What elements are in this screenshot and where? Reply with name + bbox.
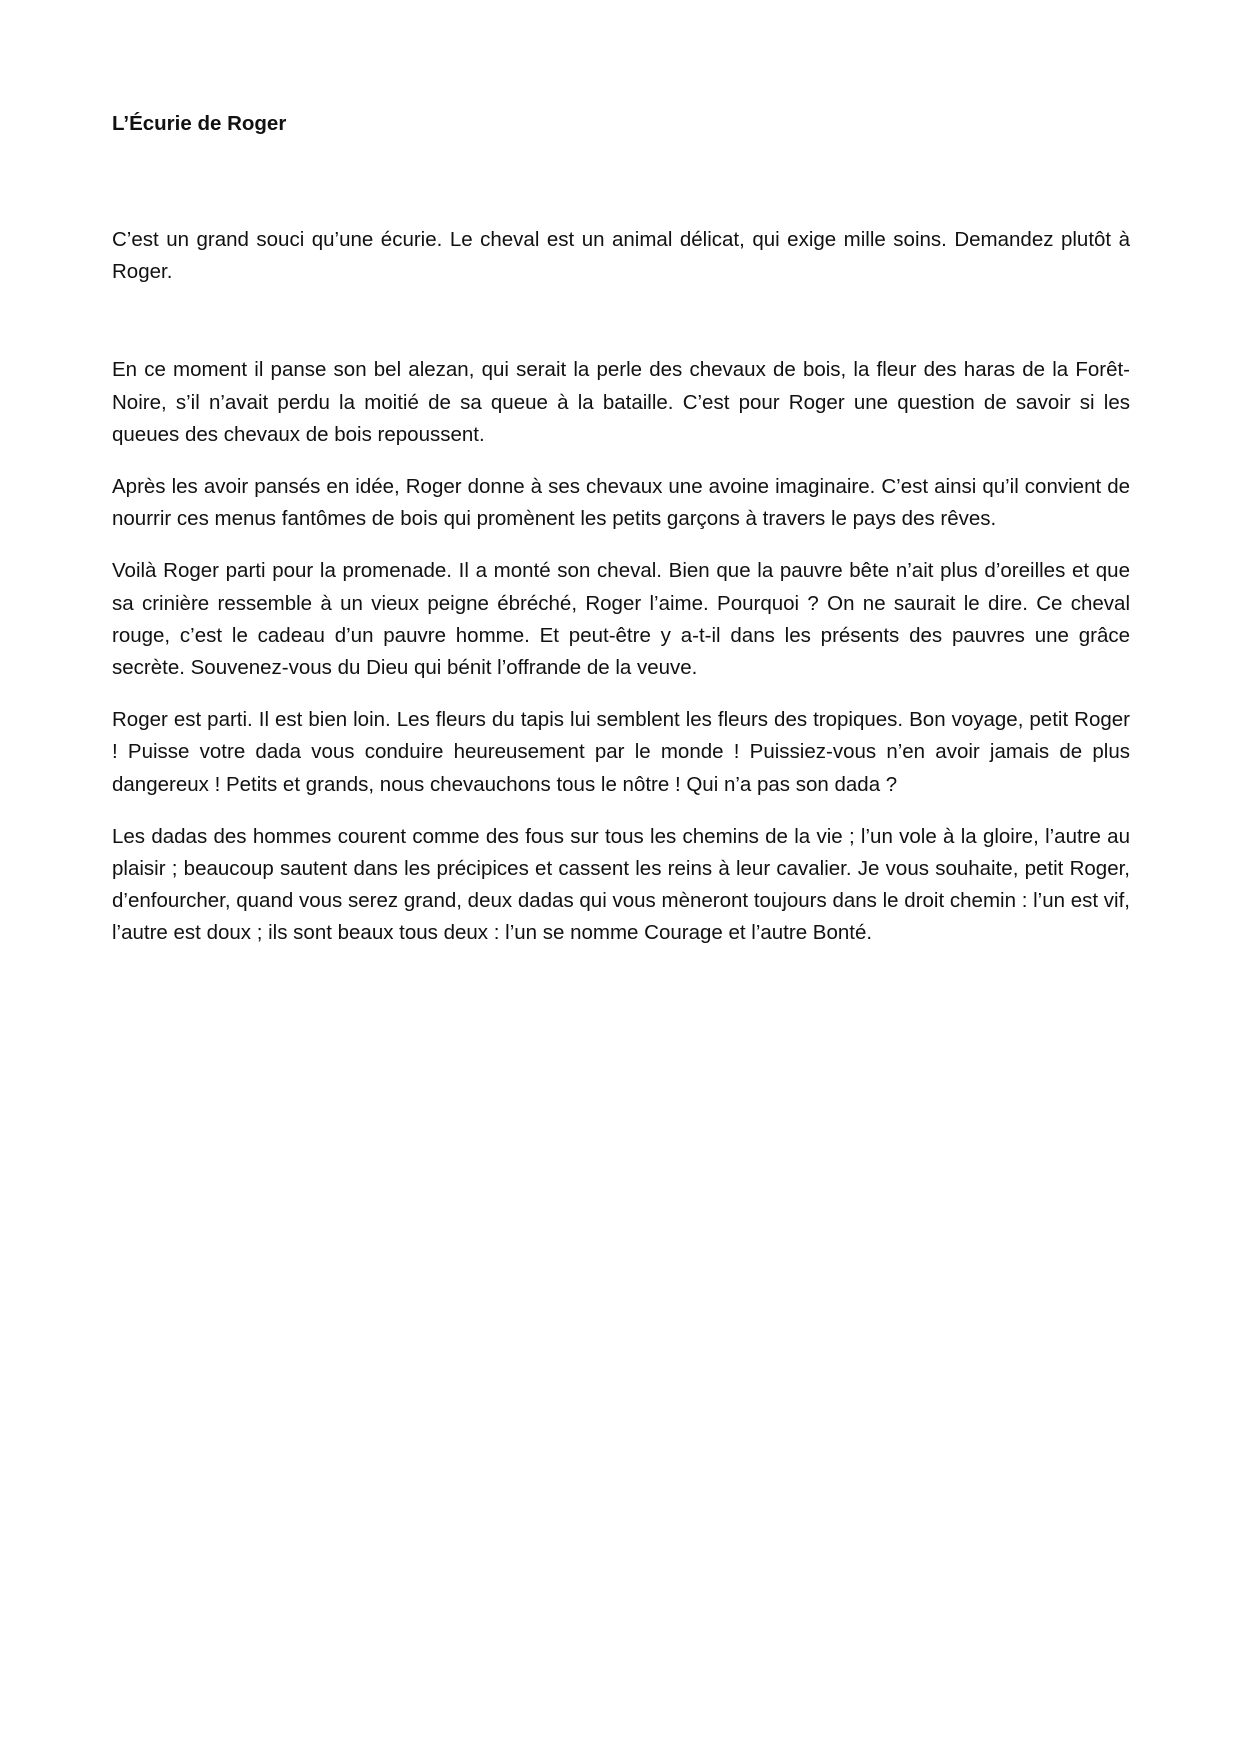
paragraph-1: C’est un grand souci qu’une écurie. Le cheval est un animal délicat, qui exige mille soins. Demandez plutôt à Roger. <box>112 228 1130 284</box>
paragraph-6: Les dadas des hommes courent comme des fous sur tous les chemins de la vie ; l’un vole à la gloire, l’autre au plaisir ; beaucoup sautent dans les précipices et cassent les reins à leur cavalier. Je vous souhaite, petit Roger, d’enfourcher, quand vous serez grand, deux dadas qui vous mèneront toujours dans le droit chemin : l’un est vif, l’autre est doux ; ils sont beaux tous deux : l’un se nomme Courage et l’autre Bonté. <box>112 824 1130 945</box>
paragraph-3: Après les avoir pansés en idée, Roger donne à ses chevaux une avoine imaginaire. C’est ainsi qu’il convient de nourrir ces menus fantômes de bois qui promènent les petits garçons à travers le pays des rêves. <box>112 475 1130 531</box>
paragraph-5: Roger est parti. Il est bien loin. Les fleurs du tapis lui semblent les fleurs des tropiques. Bon voyage, petit Roger ! Puisse votre dada vous conduire heureusement par le monde ! Puissiez-vous n’en avoir jamais de plus dangereux ! Petits et grands, nous chevauchons tous le nôtre ! Qui n’a pas son dada ? <box>112 708 1130 796</box>
document-title: L’Écurie de Roger <box>112 112 287 135</box>
paragraph-4: Voilà Roger parti pour la promenade. Il a monté son cheval. Bien que la pauvre bête n’ait plus d’oreilles et que sa crinière ressemble à un vieux peigne ébréché, Roger l’aime. Pourquoi ? On ne saurait le dire. Ce cheval rouge, c’est le cadeau d’un pauvre homme. Et peut-être y a-t-il dans les présents des pauvres une grâce secrète. Souvenez-vous du Dieu qui bénit l’offrande de la veuve. <box>112 559 1130 680</box>
paragraph-2: En ce moment il panse son bel alezan, qui serait la perle des chevaux de bois, la fleur des haras de la Forêt-Noire, s’il n’avait perdu la moitié de sa queue à la bataille. C’est pour Roger une question de savoir si les queues des chevaux de bois repoussent. <box>112 358 1130 446</box>
